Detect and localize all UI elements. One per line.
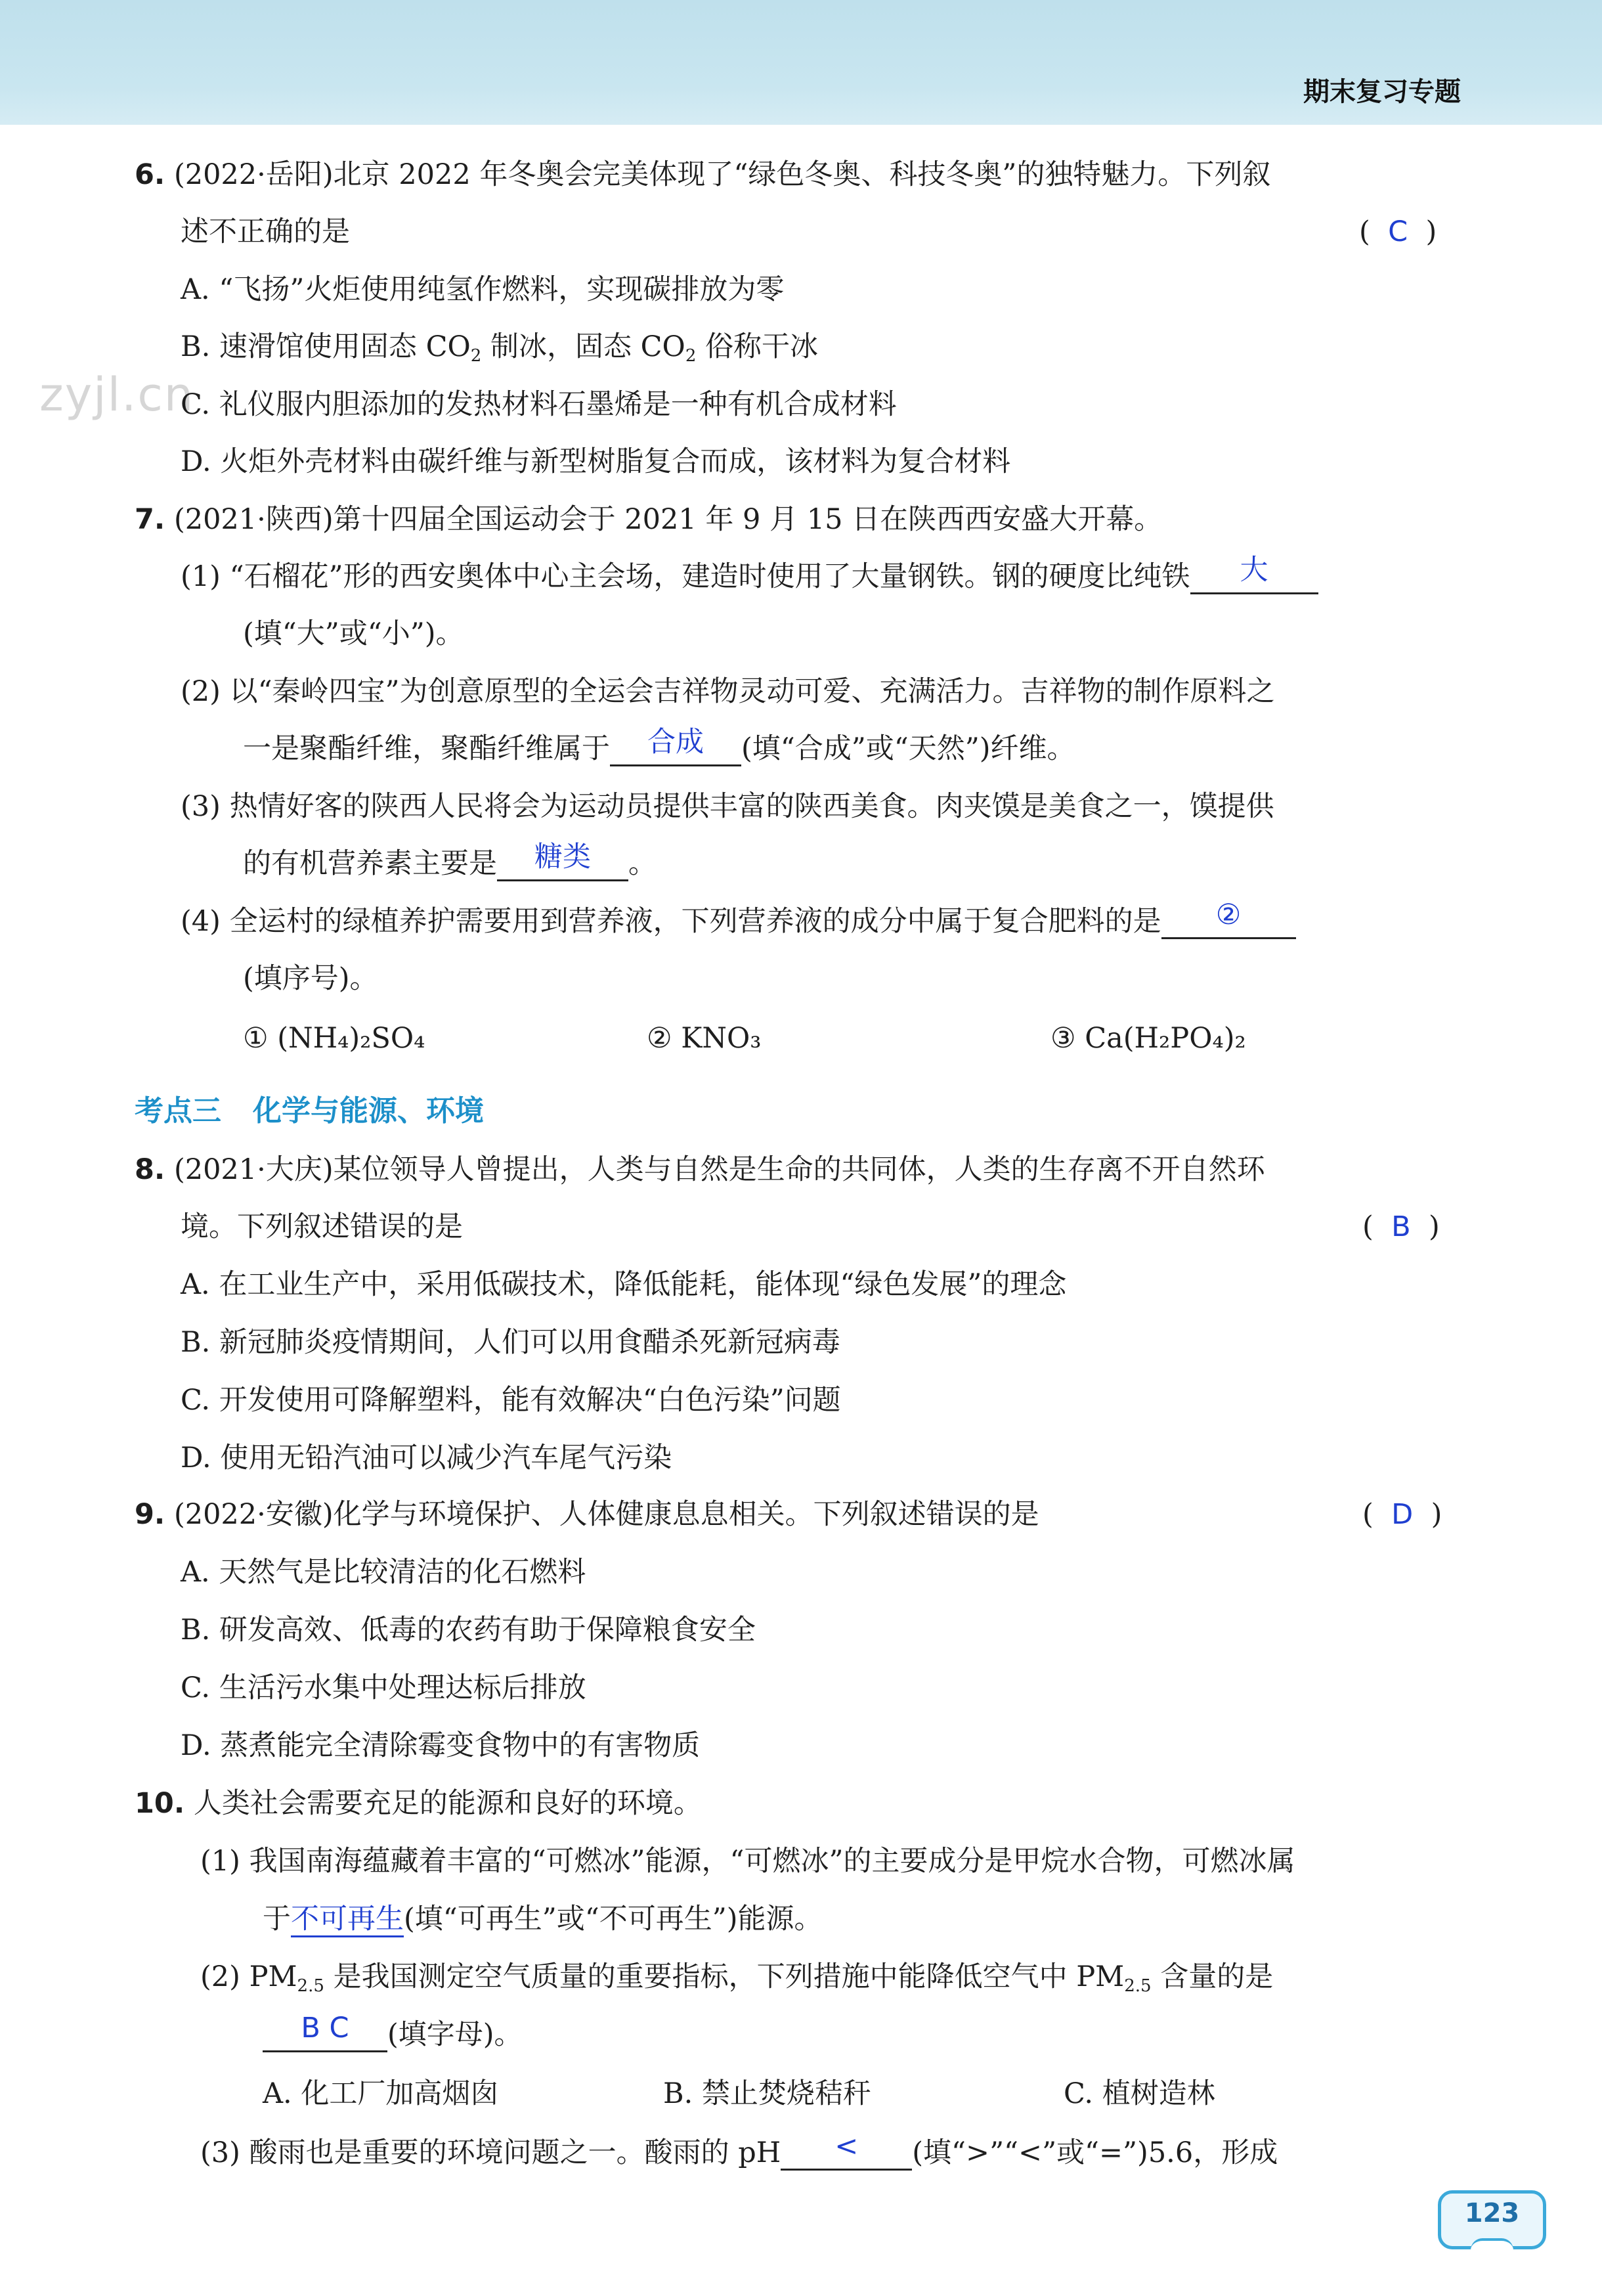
section-3-heading <box>135 1087 484 1129</box>
q8-option-d: D. 使用无铅汽油可以减少汽车尾气污染 <box>181 1442 672 1474</box>
q7-option-2: ② KNO₃ <box>647 1022 762 1055</box>
q7-part1-blank: 大 <box>1190 561 1318 594</box>
q7-option-3: ③ Ca(H₂PO₄)₂ <box>1050 1022 1246 1055</box>
q7-part3-blank: 糖类 <box>497 848 628 881</box>
q10-part1-line2: 于不可再生(填“可再生”或“不可再生”)能源。 <box>263 1901 822 1937</box>
q9-stem: (2022·安徽)化学与环境保护、人体健康息息相关。下列叙述错误的是 <box>173 1498 1039 1531</box>
q7-part3-line1: (3) 热情好客的陕西人民将会为运动员提供丰富的陕西美食。肉夹馍是美食之一，馍提供 <box>181 790 1274 823</box>
q7-part1-line1: (1) “石榴花”形的西安奥体中心主会场，建造时使用了大量钢铁。钢的硬度比纯铁 大 <box>181 558 1318 595</box>
q7-part2-blank: 合成 <box>610 733 741 766</box>
q10-part3-line1: (3) 酸雨也是重要的环境问题之一。酸雨的 pH < (填“>”“<”或“=”)5.6，形成 <box>200 2130 1278 2169</box>
section-3-label: 考点三 <box>135 1094 221 1128</box>
q6-option-c: C. 礼仪服内胆添加的发热材料石墨烯是一种有机合成材料 <box>181 388 897 421</box>
q6-option-b: B. 速滑馆使用固态 $CO_2$ 制冰，固态 $CO_2$ 俗称干冰 <box>181 330 819 366</box>
q9-option-a: A. 天然气是比较清洁的化石燃料 <box>181 1556 586 1589</box>
q8-answer: B <box>1391 1210 1411 1243</box>
q7-number: 7. <box>135 503 165 536</box>
q10-option-a: A. 化工厂加高烟囱 <box>263 2077 499 2110</box>
q8-stem-line1: (2021·大庆)某位领导人曾提出，人类与自然是生命的共同体，人类的生存离不开自然环 <box>173 1153 1265 1186</box>
section-3-title: 化学与能源、环境 <box>253 1094 484 1128</box>
q7-part2-line1: (2) 以“秦岭四宝”为创意原型的全运会吉祥物灵动可爱、充满活力。吉祥物的制作原料之 <box>181 675 1275 708</box>
q6-stem-line1: (2022·岳阳)北京 2022 年冬奥会完美体现了“绿色冬奥、科技冬奥”的独特魅力。下列叙 <box>173 158 1271 191</box>
q7-line1 <box>135 501 1162 538</box>
q9-answer-paren: ( D ) <box>1362 1498 1442 1531</box>
watermark: zyjl.cn <box>39 368 195 422</box>
q8-option-c: C. 开发使用可降解塑料，能有效解决“白色污染”问题 <box>181 1384 841 1417</box>
q8-line1 <box>135 1151 1265 1188</box>
q10-line1 <box>135 1785 702 1822</box>
q6-option-a: A. “飞扬”火炬使用纯氢作燃料，实现碳排放为零 <box>181 273 785 306</box>
q10-part2-line2: B C (填字母)。 <box>263 2016 523 2053</box>
page-header-title: 期末复习专题 <box>1303 77 1461 107</box>
q6-stem-line2: 述不正确的是 <box>181 215 350 248</box>
page-number: 123 <box>1464 2198 1520 2228</box>
q7-part4-line2: (填序号)。 <box>243 962 378 995</box>
q6-answer: C <box>1388 215 1408 248</box>
q9-number: 9. <box>135 1498 165 1531</box>
q10-part2-blank: B C <box>263 2019 387 2052</box>
page-number-badge <box>1438 2190 1546 2249</box>
q8-option-a: A. 在工业生产中，采用低碳技术，降低能耗，能体现“绿色发展”的理念 <box>181 1268 1067 1301</box>
q9-option-c: C. 生活污水集中处理达标后排放 <box>181 1671 586 1704</box>
q9-line1 <box>135 1496 1039 1533</box>
q8-stem-line2: 境。下列叙述错误的是 <box>181 1210 463 1243</box>
q8-option-b: B. 新冠肺炎疫情期间，人们可以用食醋杀死新冠病毒 <box>181 1326 840 1359</box>
q7-part1-line2: (填“大”或“小”)。 <box>243 617 464 650</box>
q9-answer: D <box>1391 1498 1414 1531</box>
q9-option-d: D. 蒸煮能完全清除霉变食物中的有害物质 <box>181 1729 701 1762</box>
q8-answer-paren: ( B ) <box>1362 1210 1440 1243</box>
q10-part2-line1: (2) $PM_{2.5}$ 是我国测定空气质量的重要指标，下列措施中能降低空气中 $PM_{2.5}$ 含量的是 <box>200 1960 1274 1996</box>
q10-option-b: B. 禁止焚烧秸秆 <box>663 2077 871 2110</box>
q7-part4-blank: ② <box>1161 906 1296 939</box>
q7-part4-line1: (4) 全运村的绿植养护需要用到营养液，下列营养液的成分中属于复合肥料的是 ② <box>181 903 1296 940</box>
q7-option-1: ① (NH₄)₂SO₄ <box>243 1022 425 1055</box>
q7-part3-line2: 的有机营养素主要是 糖类 。 <box>243 841 657 880</box>
q10-option-c: C. 植树造林 <box>1064 2077 1215 2110</box>
q6-line1 <box>135 156 1270 193</box>
q10-part1-line1: (1) 我国南海蕴藏着丰富的“可燃冰”能源，“可燃冰”的主要成分是甲烷水合物，可燃冰属 <box>200 1845 1295 1878</box>
q7-stem: (2021·陕西)第十四届全国运动会于 2021 年 9 月 15 日在陕西西安盛大开幕。 <box>173 503 1163 536</box>
q10-part3-blank: < <box>781 2137 912 2171</box>
q10-number: 10. <box>135 1787 185 1820</box>
q6-number: 6. <box>135 158 165 191</box>
q10-part1-answer: 不可再生 <box>291 1903 404 1937</box>
q6-answer-paren: ( C ) <box>1359 215 1437 248</box>
q7-part2-line2: 一是聚酯纤维，聚酯纤维属于 合成 (填“合成”或“天然”)纤维。 <box>243 726 1075 765</box>
q6-option-d: D. 火炬外壳材料由碳纤维与新型树脂复合而成，该材料为复合材料 <box>181 445 1011 478</box>
q10-stem: 人类社会需要充足的能源和良好的环境。 <box>193 1787 702 1820</box>
q9-option-b: B. 研发高效、低毒的农药有助于保障粮食安全 <box>181 1614 756 1646</box>
book-icon <box>1471 2238 1513 2250</box>
q8-number: 8. <box>135 1153 165 1186</box>
